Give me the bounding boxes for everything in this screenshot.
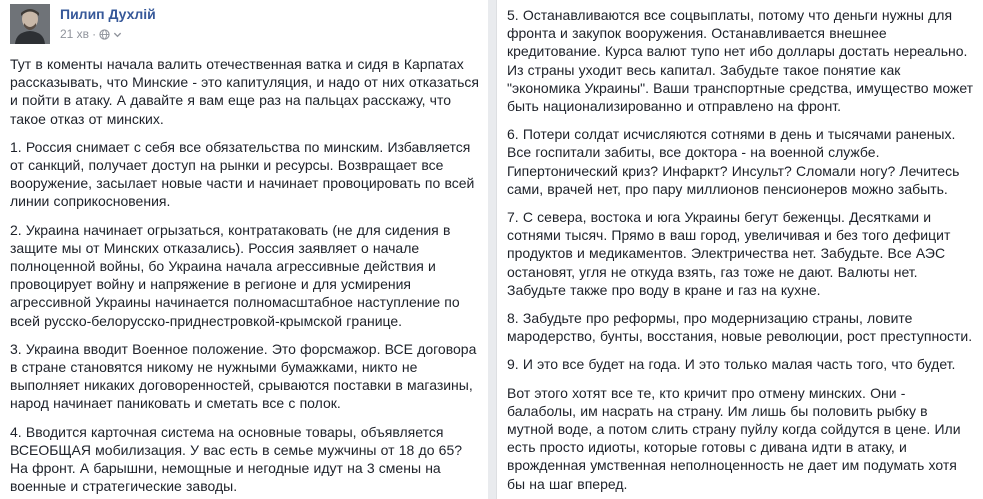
post-paragraph: 1. Россия снимает с себя все обязательства по минским. Избавляется от санкций, получает доступ на рынки и ресурсы. Возвращает все вооружение, засылает новые части и начинает провоцировать по всей линии соприкосновения.	[10, 138, 475, 210]
post-column-right	[496, 0, 983, 499]
post-paragraph: 6. Потери солдат исчисляются сотнями в день и тысячами раненых. Все госпитали забиты, все доктора - на военной службе. Гипертонический криз? Инфаркт? Инсульт? Сломали ногу? Лечитесь сами, врачей нет, про пару миллионов пенсионеров можно забыть.	[507, 126, 960, 197]
post-timestamp[interactable]: 21 хв	[60, 27, 90, 41]
post-header	[10, 4, 470, 48]
post-body-right	[507, 6, 977, 499]
post-paragraph: 3. Украина вводит Военное положение. Это форсмажор. ВСЕ договора в стране становятся никому не нужными бумажками, никто не выполняет никаких договоренностей, срываются поставки в магазины, народ начинает паниковать и сметать все с полок.	[10, 340, 477, 412]
post-meta	[60, 27, 122, 41]
post-column-left	[0, 0, 488, 499]
post-paragraph: 8. Забудьте про реформы, про модернизацию страны, ловите мародерство, бунты, восстания, новые революции, рост преступности.	[507, 310, 973, 345]
author-name[interactable]: Пилип Духлій	[60, 6, 156, 22]
post-paragraph: 9. И это все будет на года. И это только малая часть того, что будет.	[507, 356, 956, 373]
post-paragraph: Тут в коменты начала валить отечественная ватка и сидя в Карпатах рассказывать, что Минские - это капитуляция, и надо от них отказаться и пойти в атаку. А давайте я вам еще раз на пальцах расскажу, что такое отказ от минских.	[10, 56, 479, 127]
chevron-down-icon[interactable]	[113, 30, 122, 39]
post-paragraph: 4. Вводится карточная система на основные товары, объявляется ВСЕОБЩАЯ мобилизация. У вас есть в семье мужчины от 18 до 65? На фронт. А барышни, немощные и негодные идут на 3 смены на военные и стратегические заводы.	[10, 423, 463, 495]
post-paragraph: 5. Останавливаются все соцвыплаты, потому что деньги нужны для фронта и закупок вооружения. Останавливается внешнее кредитование. Курса валют тупо нет ибо доллары достать нереально. Из страны уходит весь капитал. Забудьте такое понятие как "экономика Украины". Ваши транспортные средства, имущество может быть национализированно и отправлено на фронт.	[507, 7, 974, 115]
avatar-photo	[10, 4, 50, 44]
globe-icon[interactable]	[99, 29, 110, 40]
post-body-left	[10, 55, 480, 499]
post-paragraph: 7. С севера, востока и юга Украины бегут беженцы. Десятками и сотнями тысяч. Прямо в ваш город, увеличивая и без того дефицит продуктов и медикаментов. Электричества нет. Забудьте. Все АЭС остановят, угля не откуда взять, газ тоже не дают. Валюты нет. Забудьте также про воду в кране и газ на кухне.	[507, 209, 951, 298]
post-paragraph: Вот этого хотят все те, кто кричит про отмену минских. Они - балаболы, им насрать на страну. Им лишь бы половить рыбку в мутной воде, а потом слить страну пуйлу когда сойдутся в цене. Или есть просто идиоты, которые готовы с дивана идти в атаку, и врожденная умственная неполноценность не дает им подумать хотя бы на шаг вперед.	[507, 384, 961, 492]
meta-separator: ·	[92, 27, 97, 41]
avatar[interactable]	[10, 4, 50, 44]
post-paragraph: 2. Украина начинает огрызаться, контратаковать (не для сидения в защите мы от Минских отказались). Россия заявляет о начале полноценной войны, бо Украина начала агрессивные действия и провоцирует войну и напряжение в регионе и для усмирения агрессивной Украины начинается полномасштабное наступление по всей русско-белорусско-приднестровкой-крымской границе.	[10, 221, 460, 329]
